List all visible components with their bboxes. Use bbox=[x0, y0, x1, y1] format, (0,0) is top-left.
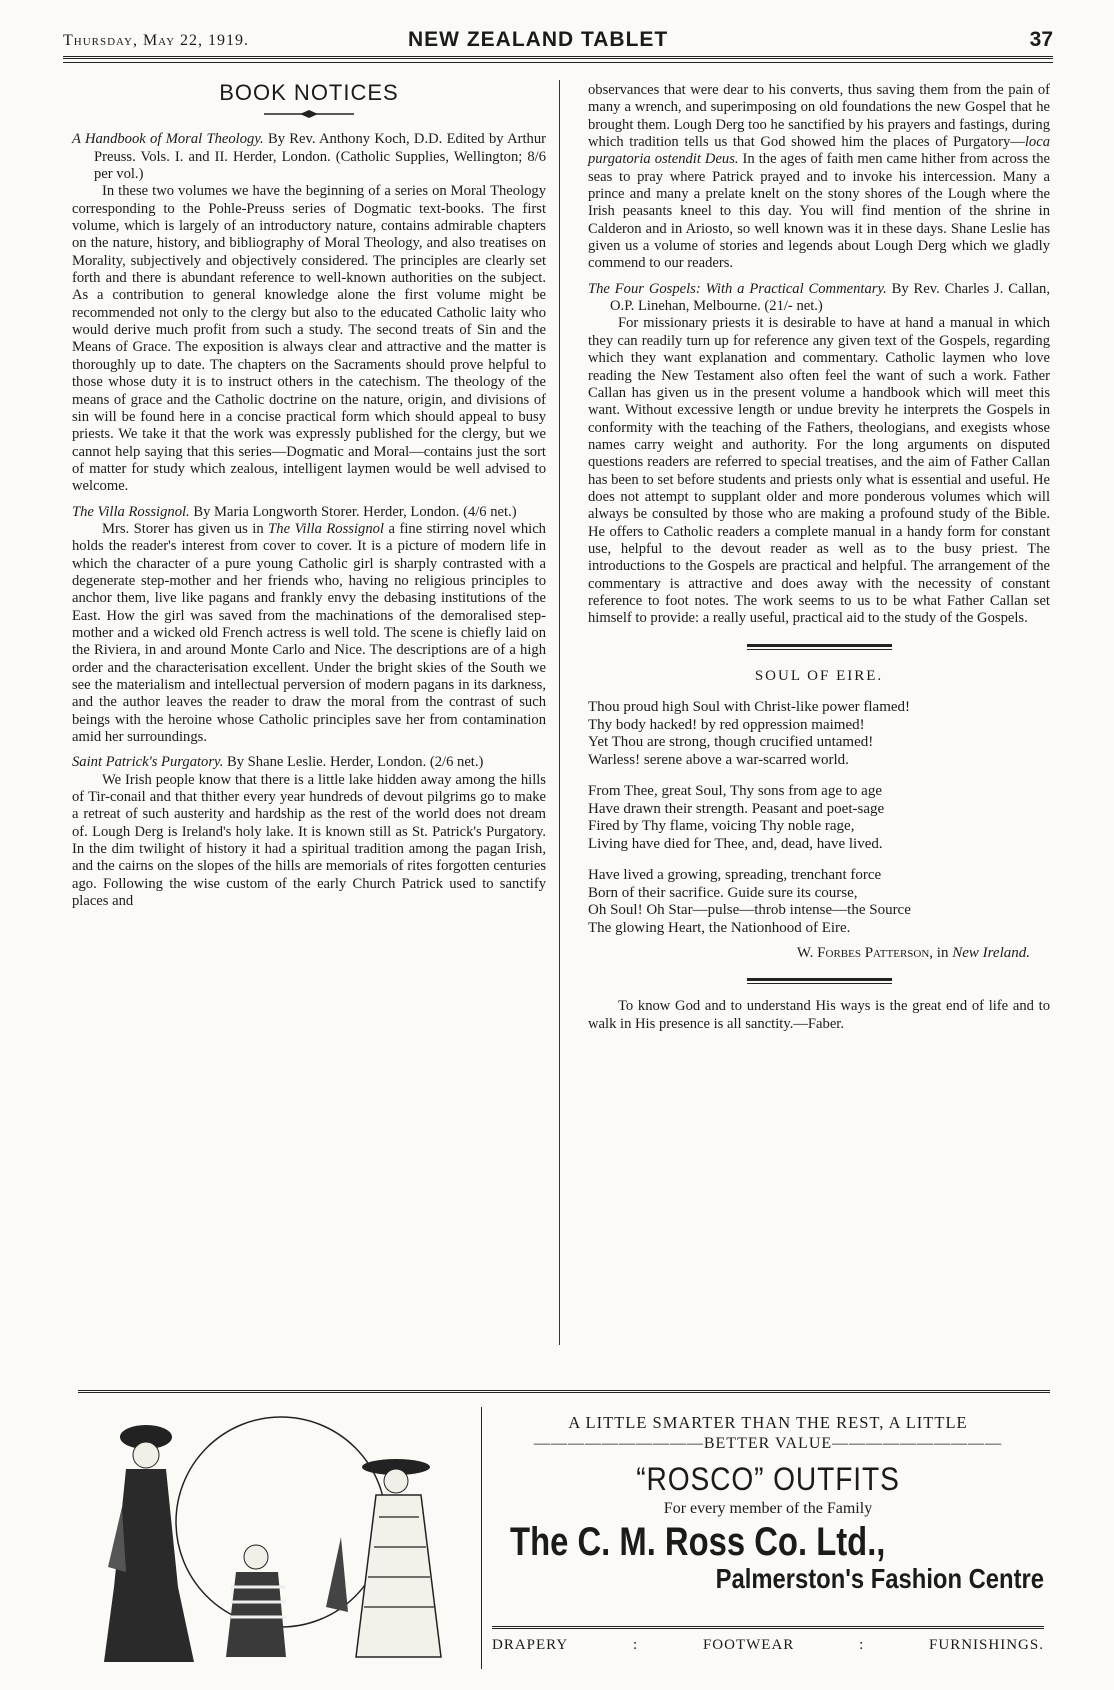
book-title: Saint Patrick's Purgatory. bbox=[72, 754, 224, 771]
review-paragraph: In these two volumes we have the beginning of a series on Moral Theology corresponding to the Pohle-Preuss series of Dogmatic text-books. The first volume, which is largely of an introductory nature, contains admirable chapters on the nature, history, and bibliography of Moral Theology, and also treatises on Morality, subjectively and objectively considered. The principles are clearly set forth and there is abundant reference to well-known authorities on the subject. As a contribution to general knowledge alone the first volume might be recommended not only to the clergy but also to the educated Catholic laity who would derive much profit from such a study. The second treats of Sin and the Means of Grace. The exposition is always clear and attractive and the matter is thoroughly up to date. The chapters on the Sacraments should prove helpful to those whose duty it is to instruct others in the catechism. The theology of the means of grace and the Catholic doctrine on the nature, origin, and divisions of sin will be found here in a concise practical form which should appeal to busy priests. We take it that the work was expressly published for the clergy, but we cannot help saying that this series—Dogmatic and Moral—contains just the sort of matter for study which zealous, intelligent laymen would be well advised to welcome. bbox=[72, 183, 546, 495]
section-divider bbox=[747, 644, 892, 650]
ad-tagline-2: ——————————BETTER VALUE—————————— bbox=[533, 1435, 1003, 1452]
ad-text bbox=[492, 1409, 1044, 1595]
poem-stanza: From Thee, great Soul, Thy sons from age to age Have drawn their strength. Peasant and poet-sage Fired by Thy flame, voicing Thy noble rage, Living have died for Thee, and, dead, have lived. bbox=[588, 783, 885, 852]
book-details: By Shane Leslie. Herder, London. (2/6 net.) bbox=[223, 754, 484, 771]
review-paragraph: Mrs. Storer has given us in The Villa Rossignol a fine stirring novel which holds the reader's interest from cover to cover. It is a picture of modern life in which the character of a pure young Catholic girl is sharply contrasted with a degenerate step-mother and her friends who, having no religious principles to anchor them, live like pagans and frankly envy the debasing institutions of the East. How the girl was saved from the machinations of the demoralised step-mother and a wicked old French actress is well told. The scene is chiefly laid on the Riviera, in and around Monte Carlo and Nice. The descriptions are of a high order and the characterisation excellent. Under the bright skies of the South we see the materialism and intellectual perversion of modern pagans in its darkness, and the author leaves the reader to draw the moral from the contrast of such beings with the heroine whose Catholic principles save her from contamination amid her surroundings. bbox=[72, 520, 546, 746]
poem-attribution: W. Forbes Patterson, in New Ireland. bbox=[796, 945, 1030, 961]
review-continuation: observances that were dear to his converts, thus saving them from the pain of many a wrench, and superimposing on old foundations the new Gospel that he brought them. Lough Derg too he sanctified by his prayers and fastings, during which tradition tells us that God showed him the places of Purgatory—loca purgatoria ostendit Deus. In the ages of faith men came hither from across the seas to pray where Patrick prayed and to invoke his intercession. Many a prince and many a prelate knelt on the stony shores of the Lough where the Irish peasants kneel to this day. You will find mention of the shrine in Calderon and in Ariosto, so well known was it in these days. Shane Leslie has given us a volume of stories and legends about Lough Derg which we gladly commend to our readers. bbox=[588, 82, 1050, 272]
review-paragraph: For missionary priests it is desirable to have at hand a manual in which they can readily turn up for reference any given text of the Gospels, regarding which they want explanation and commentary. Catholic laymen who love reading the New Testament also often feel the want of such a work. Father Callan has given us in the present volume a handbook which will meet this want. Without excessive length or undue brevity he interprets the Gospels in conformity with the teaching of the Fathers, theologians, and exegists whose names carry weight and authority. For the long arguments on disputed questions readers are referred to special treatises, and the aim of Father Callan has been to set before students and priests only what is essential and useful. He does not attempt to supplant older and more ponderous volumes which will always be consulted by those who are making a profound study of the Bible. He offers to Catholic readers a complete manual in a handy form for constant use, helpful to the devout reader as well as to the busy priest. The introductions to the Gospels are practical and helpful. The arrangement of the commentary is attractive and does away with the necessity of constant reference to foot notes. The work seems to us to be what Father Callan set himself to provide: a really useful, practical aid to the study of the Gospels. bbox=[588, 315, 1050, 627]
book-title: The Four Gospels: With a Practical Commentary. bbox=[588, 280, 887, 297]
page-number: 37 bbox=[1029, 28, 1053, 51]
book-details: By Maria Longworth Storer. Herder, London. (4/6 net.) bbox=[189, 503, 517, 520]
header-rule bbox=[63, 56, 1053, 63]
section-divider bbox=[747, 978, 892, 984]
issue-date: Thursday, May 22, 1919. bbox=[63, 32, 250, 49]
ad-subtitle: For every member of the Family bbox=[663, 1500, 873, 1517]
book-entry-moral-theology bbox=[72, 131, 546, 183]
ad-slogan: Palmerston's Fashion Centre bbox=[715, 1563, 1044, 1594]
poem-title: SOUL OF EIRE. bbox=[754, 667, 884, 684]
poem-stanza: Thou proud high Soul with Christ-like power flamed! Thy body hacked! by red oppression maimed! Yet Thou are strong, though crucified untamed! Warless! serene above a war-scarred world. bbox=[588, 699, 911, 768]
ad-rule bbox=[492, 1626, 1044, 1631]
quotation: To know God and to understand His ways is the great end of life and to walk in His presence is all sanctity.—Faber. bbox=[588, 998, 1050, 1032]
book-entry-st-patricks-purgatory bbox=[72, 754, 546, 771]
book-title: The Villa Rossignol. bbox=[72, 503, 190, 520]
book-entry-villa-rossignol bbox=[72, 504, 546, 521]
newspaper-title: NEW ZEALAND TABLET bbox=[408, 28, 669, 51]
column-divider bbox=[559, 80, 560, 1345]
left-column bbox=[72, 82, 546, 910]
ad-footer: DRAPERY : FOOTWEAR : FURNISHINGS. bbox=[492, 1637, 1044, 1653]
ad-tagline: A LITTLE SMARTER THAN THE REST, A LITTLE bbox=[568, 1413, 968, 1432]
advertisement bbox=[78, 1390, 1050, 1675]
fashion-illustration bbox=[86, 1407, 471, 1667]
ad-company: The C. M. Ross Co. Ltd., bbox=[510, 1520, 886, 1564]
book-title: A Handbook of Moral Theology. bbox=[72, 131, 264, 148]
ad-divider bbox=[481, 1407, 482, 1669]
right-column bbox=[588, 82, 1050, 1033]
book-details: By Rev. Anthony Koch, D.D. Edited by Arthur Preuss. Vols. I. and II. Herder, London. (Catholic Supplies, Wellington; 8/6 per vol.) bbox=[94, 131, 546, 183]
ad-brand: “ROSCO” OUTFITS bbox=[636, 1461, 900, 1497]
poem-stanza: Have lived a growing, spreading, trenchant force Born of their sacrifice. Guide sure its course, Oh Soul! Oh Star—pulse—throb intense—the Source The glowing Heart, the Nationhood of Eire. bbox=[588, 867, 911, 936]
review-paragraph: We Irish people know that there is a little lake hidden away among the hills of Tir-conail and that thither every year hundreds of devout pilgrims go to make a retreat of such austerity and hardship as the rest of the world does not dream of. Lough Derg is Ireland's holy lake. It is known still as St. Patrick's Purgatory. In the dim twilight of history it had a spiritual tradition among the pagan Irish, and the cairns on the slopes of the hills are memorials of rites forgotten centuries ago. Following the wise custom of the early Church Patrick used to sanctify places and bbox=[72, 771, 546, 910]
ornament-icon bbox=[264, 109, 354, 119]
book-entry-four-gospels bbox=[588, 281, 1050, 316]
book-details: By Rev. Charles J. Callan, O.P. Linehan, Melbourne. (21/- net.) bbox=[610, 280, 1050, 315]
page-header bbox=[63, 28, 1053, 52]
section-title: BOOK NOTICES bbox=[219, 80, 399, 105]
